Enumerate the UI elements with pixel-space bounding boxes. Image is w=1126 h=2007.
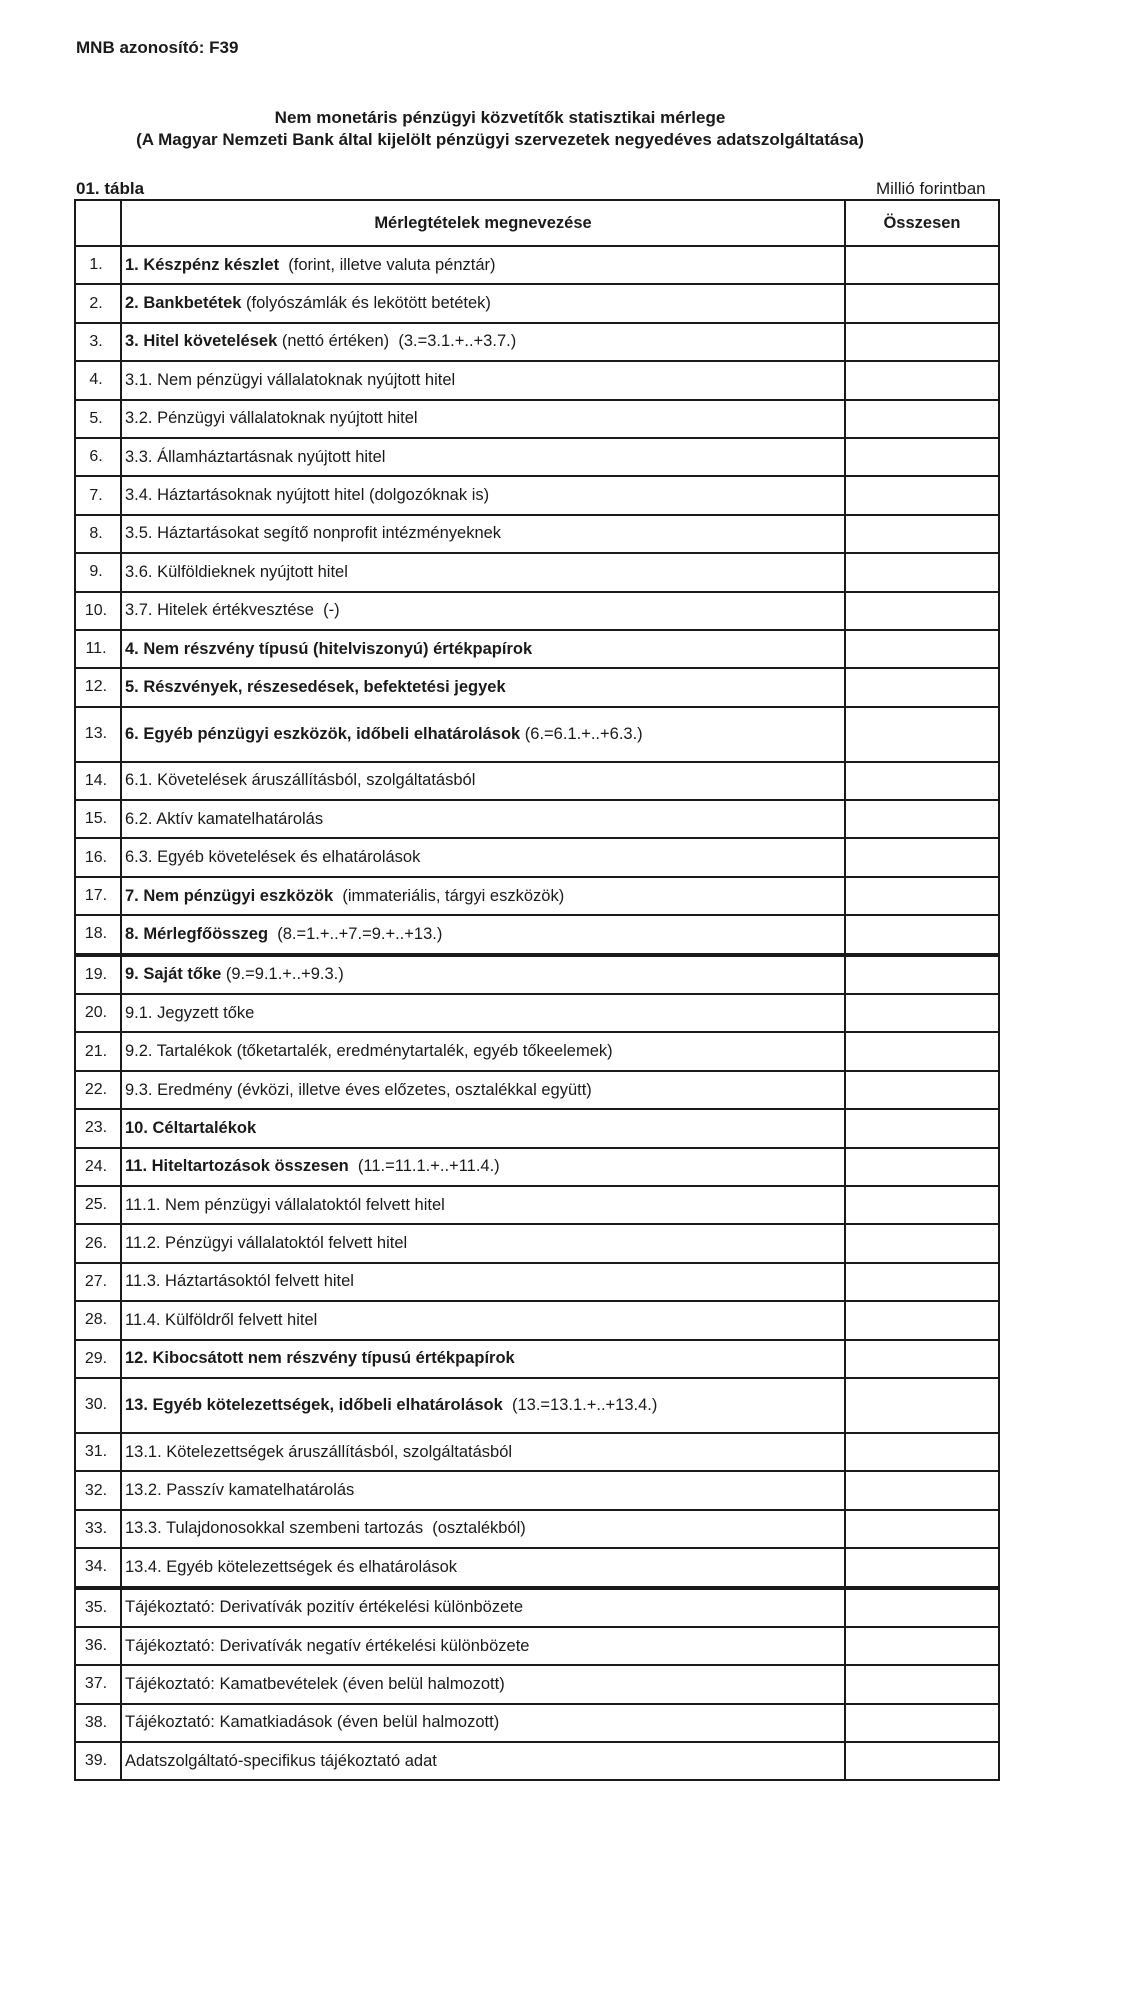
row-label (121, 1548, 845, 1587)
row-number: 32. (75, 1471, 121, 1509)
row-number: 7. (75, 476, 121, 514)
row-label (121, 323, 845, 361)
total-value-cell[interactable] (845, 877, 999, 915)
total-value-cell[interactable] (845, 707, 999, 762)
row-label (121, 994, 845, 1032)
row-number: 17. (75, 877, 121, 915)
total-value-cell[interactable] (845, 1032, 999, 1070)
row-label (121, 361, 845, 399)
row-number: 9. (75, 553, 121, 591)
total-value-cell[interactable] (845, 668, 999, 706)
table-row (75, 1433, 999, 1471)
total-value-cell[interactable] (845, 400, 999, 438)
row-number: 23. (75, 1109, 121, 1147)
row-number: 26. (75, 1224, 121, 1262)
row-label (121, 438, 845, 476)
total-value-cell[interactable] (845, 915, 999, 954)
row-label-text: (immateriális, tárgyi eszközök) (333, 886, 565, 905)
table-row (75, 630, 999, 668)
row-label-text: 9.3. Eredmény (évközi, illetve éves előzetes, osztalékkal együtt) (125, 1080, 592, 1099)
row-number: 31. (75, 1433, 121, 1471)
table-row (75, 762, 999, 800)
row-label-text: Tájékoztató: Derivatívák pozitív értékelési különbözete (125, 1598, 524, 1617)
row-label (121, 1665, 845, 1703)
form-id: MNB azonosító: F39 (76, 38, 239, 57)
row-label-bold: 11. Hiteltartozások összesen (125, 1157, 349, 1176)
row-number: 34. (75, 1548, 121, 1587)
row-label-bold: 3. Hitel követelések (125, 332, 278, 351)
row-label-text: 3.1. Nem pénzügyi vállalatoknak nyújtott hitel (125, 370, 456, 389)
row-label-text: Adatszolgáltató-specifikus tájékoztató adat (125, 1751, 437, 1770)
row-label-text: (9.=9.1.+..+9.3.) (221, 965, 344, 984)
total-value-cell[interactable] (845, 1263, 999, 1301)
table-row (75, 400, 999, 438)
row-label-text: 3.3. Államháztartásnak nyújtott hitel (125, 447, 386, 466)
table-row (75, 246, 999, 284)
row-label-text: 3.5. Háztartásokat segítő nonprofit intézményeknek (125, 524, 502, 543)
row-label (121, 877, 845, 915)
row-label (121, 592, 845, 630)
row-label (121, 553, 845, 591)
row-number: 15. (75, 800, 121, 838)
row-number: 20. (75, 994, 121, 1032)
total-value-cell[interactable] (845, 1301, 999, 1339)
total-value-cell[interactable] (845, 361, 999, 399)
table-row (75, 1665, 999, 1703)
balance-sheet-table (74, 199, 1000, 1781)
row-number: 33. (75, 1510, 121, 1548)
row-label-text: (nettó értéken) (3.=3.1.+..+3.7.) (277, 332, 517, 351)
total-value-cell[interactable] (845, 438, 999, 476)
table-row (75, 1224, 999, 1262)
row-label-bold: 10. Céltartalékok (125, 1118, 257, 1137)
table-row (75, 1148, 999, 1186)
form-title: Nem monetáris pénzügyi közvetítők statisztikai mérlege (274, 108, 726, 127)
row-label-text: (8.=1.+..+7.=9.+..+13.) (268, 924, 443, 943)
row-label (121, 1263, 845, 1301)
row-label-bold: 7. Nem pénzügyi eszközök (125, 886, 334, 905)
total-value-cell[interactable] (845, 592, 999, 630)
total-value-cell[interactable] (845, 1340, 999, 1378)
row-number: 22. (75, 1071, 121, 1109)
row-number: 27. (75, 1263, 121, 1301)
row-label-text: 3.7. Hitelek értékvesztése (-) (125, 601, 340, 620)
row-label-text: Tájékoztató: Kamatbevételek (éven belül halmozott) (125, 1674, 505, 1693)
row-label-text: 13.2. Passzív kamatelhatárolás (125, 1481, 355, 1500)
row-label-bold: 4. Nem részvény típusú (hitelviszonyú) értékpapírok (125, 639, 533, 658)
row-label-text: Tájékoztató: Kamatkiadások (éven belül halmozott) (125, 1713, 500, 1732)
row-label-text: (6.=6.1.+..+6.3.) (520, 724, 643, 743)
row-label-text: 11.4. Külföldről felvett hitel (125, 1310, 318, 1329)
row-label-bold: 8. Mérlegfőösszeg (125, 924, 269, 943)
row-number: 11. (75, 630, 121, 668)
table-row (75, 476, 999, 514)
total-value-cell[interactable] (845, 630, 999, 668)
total-value-cell[interactable] (845, 838, 999, 876)
table-row (75, 1032, 999, 1070)
row-number: 30. (75, 1378, 121, 1433)
row-label (121, 515, 845, 553)
row-label (121, 1704, 845, 1742)
row-number: 25. (75, 1186, 121, 1224)
row-number: 36. (75, 1627, 121, 1665)
total-header: Összesen (845, 200, 999, 246)
table-row (75, 877, 999, 915)
total-value-cell[interactable] (845, 476, 999, 514)
row-number: 29. (75, 1340, 121, 1378)
row-number: 24. (75, 1148, 121, 1186)
total-value-cell[interactable] (845, 515, 999, 553)
table-row (75, 1627, 999, 1665)
row-label (121, 1109, 845, 1147)
row-label-text: 6.2. Aktív kamatelhatárolás (125, 809, 324, 828)
total-value-cell[interactable] (845, 1742, 999, 1780)
row-number: 3. (75, 323, 121, 361)
row-label (121, 1224, 845, 1262)
table-row (75, 1742, 999, 1780)
row-label (121, 1186, 845, 1224)
row-number: 4. (75, 361, 121, 399)
row-number: 13. (75, 707, 121, 762)
row-number: 18. (75, 915, 121, 954)
row-label (121, 400, 845, 438)
row-label-text: 6.3. Egyéb követelések és elhatárolások (125, 848, 421, 867)
total-value-cell[interactable] (845, 1704, 999, 1742)
row-label (121, 955, 845, 994)
table-row (75, 1510, 999, 1548)
row-label (121, 1378, 845, 1433)
row-label (121, 246, 845, 284)
row-label-text: 9.2. Tartalékok (tőketartalék, eredménytartalék, egyéb tőkeelemek) (125, 1042, 613, 1061)
table-row (75, 592, 999, 630)
row-label (121, 1071, 845, 1109)
row-number-header (75, 200, 121, 246)
row-label-text: (11.=11.1.+..+11.4.) (348, 1157, 500, 1176)
table-row (75, 284, 999, 322)
table-row (75, 1340, 999, 1378)
row-number: 6. (75, 438, 121, 476)
total-value-cell[interactable] (845, 800, 999, 838)
row-label (121, 1471, 845, 1509)
table-row (75, 1071, 999, 1109)
table-row (75, 707, 999, 762)
table-row (75, 1263, 999, 1301)
table-row (75, 1109, 999, 1147)
row-label (121, 1340, 845, 1378)
row-label (121, 707, 845, 762)
row-label (121, 630, 845, 668)
row-label (121, 1510, 845, 1548)
table-header-row (75, 200, 999, 246)
total-value-cell[interactable] (845, 1186, 999, 1224)
table-row (75, 1548, 999, 1587)
row-label (121, 1032, 845, 1070)
row-label-bold: 9. Saját tőke (125, 965, 222, 984)
unit-label: Millió forintban (876, 179, 986, 198)
row-label (121, 838, 845, 876)
row-number: 5. (75, 400, 121, 438)
row-label (121, 1148, 845, 1186)
row-label (121, 1433, 845, 1471)
total-value-cell[interactable] (845, 1471, 999, 1509)
row-number: 39. (75, 1742, 121, 1780)
table-row (75, 361, 999, 399)
row-number: 37. (75, 1665, 121, 1703)
table-row (75, 994, 999, 1032)
table-row (75, 1378, 999, 1433)
total-value-cell[interactable] (845, 1665, 999, 1703)
row-label-text: 3.4. Háztartásoknak nyújtott hitel (dolgozóknak is) (125, 486, 490, 505)
total-value-cell[interactable] (845, 553, 999, 591)
row-number: 21. (75, 1032, 121, 1070)
row-label (121, 1301, 845, 1339)
row-label (121, 284, 845, 322)
total-value-cell[interactable] (845, 1627, 999, 1665)
table-row (75, 915, 999, 954)
row-label-text: 11.2. Pénzügyi vállalatoktól felvett hitel (125, 1234, 408, 1253)
row-label-text: 11.1. Nem pénzügyi vállalatoktól felvett hitel (125, 1195, 445, 1214)
total-value-cell[interactable] (845, 246, 999, 284)
total-value-cell[interactable] (845, 323, 999, 361)
item-name-header: Mérlegtételek megnevezése (121, 200, 845, 246)
row-label (121, 1742, 845, 1780)
row-number: 35. (75, 1588, 121, 1627)
row-label-text: 13.3. Tulajdonosokkal szembeni tartozás (osztalékból) (125, 1519, 526, 1538)
table-row (75, 438, 999, 476)
row-number: 38. (75, 1704, 121, 1742)
row-label-text: 6.1. Követelések áruszállításból, szolgáltatásból (125, 771, 476, 790)
form-subtitle: (A Magyar Nemzeti Bank által kijelölt pénzügyi szervezetek negyedéves adatszolgáltatása) (136, 130, 864, 149)
row-label (121, 1588, 845, 1627)
total-value-cell[interactable] (845, 955, 999, 994)
row-label-text: 3.6. Külföldieknek nyújtott hitel (125, 562, 348, 581)
row-number: 16. (75, 838, 121, 876)
row-label-bold: 12. Kibocsátott nem részvény típusú értékpapírok (125, 1349, 515, 1368)
total-value-cell[interactable] (845, 1433, 999, 1471)
total-value-cell[interactable] (845, 1148, 999, 1186)
table-row (75, 1186, 999, 1224)
table-row (75, 1588, 999, 1627)
table-row (75, 1301, 999, 1339)
row-label-text: 3.2. Pénzügyi vállalatoknak nyújtott hitel (125, 409, 418, 428)
total-value-cell[interactable] (845, 284, 999, 322)
table-row (75, 1471, 999, 1509)
total-value-cell[interactable] (845, 994, 999, 1032)
row-label-text: 13.1. Kötelezettségek áruszállításból, szolgáltatásból (125, 1442, 513, 1461)
row-label-bold: 13. Egyéb kötelezettségek, időbeli elhatárolások (125, 1395, 503, 1414)
row-label-bold: 1. Készpénz készlet (125, 255, 280, 274)
row-label-text: 13.4. Egyéb kötelezettségek és elhatárolások (125, 1557, 458, 1576)
total-value-cell[interactable] (845, 1588, 999, 1627)
row-label (121, 668, 845, 706)
row-number: 2. (75, 284, 121, 322)
total-value-cell[interactable] (845, 1071, 999, 1109)
row-label-text: 9.1. Jegyzett tőke (125, 1003, 255, 1022)
row-number: 1. (75, 246, 121, 284)
row-label (121, 476, 845, 514)
row-number: 8. (75, 515, 121, 553)
table-label: 01. tábla (76, 179, 145, 198)
row-number: 14. (75, 762, 121, 800)
table-row (75, 1704, 999, 1742)
row-label-text: Tájékoztató: Derivatívák negatív értékelési különbözete (125, 1636, 530, 1655)
total-value-cell[interactable] (845, 1510, 999, 1548)
row-label-text: (forint, illetve valuta pénztár) (279, 255, 496, 274)
row-number: 28. (75, 1301, 121, 1339)
table-row (75, 515, 999, 553)
row-label-bold: 5. Részvények, részesedések, befektetési jegyek (125, 677, 506, 696)
total-value-cell[interactable] (845, 762, 999, 800)
table-row (75, 800, 999, 838)
row-label (121, 800, 845, 838)
row-label (121, 762, 845, 800)
table-row (75, 955, 999, 994)
total-value-cell[interactable] (845, 1224, 999, 1262)
table-row (75, 323, 999, 361)
row-label (121, 915, 845, 954)
table-row (75, 838, 999, 876)
row-label (121, 1627, 845, 1665)
row-label-bold: 2. Bankbetétek (125, 294, 242, 313)
total-value-cell[interactable] (845, 1109, 999, 1147)
row-label-bold: 6. Egyéb pénzügyi eszközök, időbeli elhatárolások (125, 724, 521, 743)
total-value-cell[interactable] (845, 1548, 999, 1587)
row-number: 12. (75, 668, 121, 706)
row-number: 10. (75, 592, 121, 630)
row-number: 19. (75, 955, 121, 994)
row-label-text: (13.=13.1.+..+13.4.) (502, 1395, 658, 1414)
table-row (75, 668, 999, 706)
total-value-cell[interactable] (845, 1378, 999, 1433)
row-label-text: (folyószámlák és lekötött betétek) (241, 294, 491, 313)
table-row (75, 553, 999, 591)
table-body (75, 246, 999, 1780)
row-label-text: 11.3. Háztartásoktól felvett hitel (125, 1272, 354, 1291)
